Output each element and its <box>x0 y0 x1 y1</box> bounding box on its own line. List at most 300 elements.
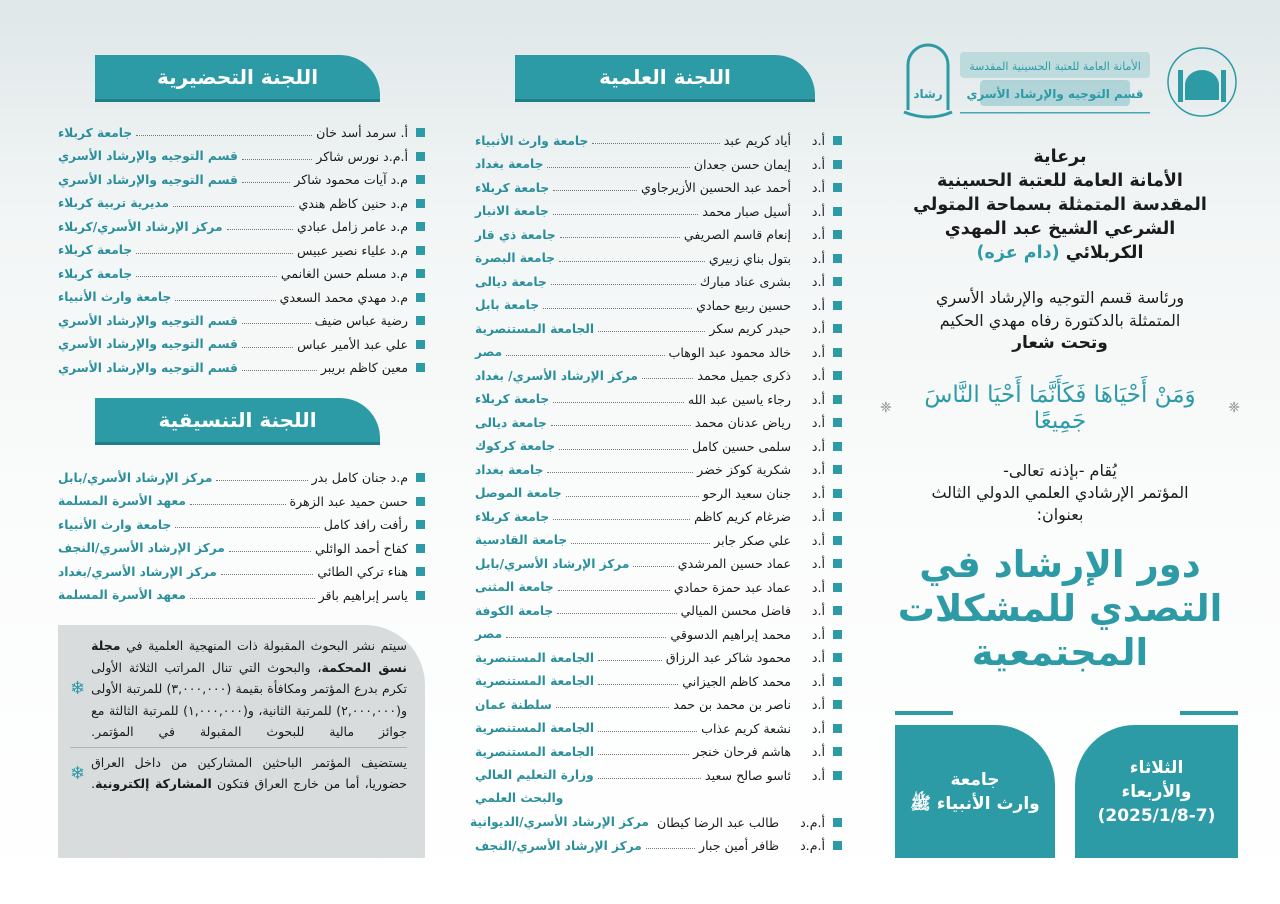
bullet-icon <box>833 442 842 451</box>
member-name: سلمى حسين كامل <box>691 438 791 454</box>
note-text: ، والبحوث التي تنال المراتب الثلاثة الأولى تكرم بدرع المؤتمر ومكافأة بقيمة (٣,٠٠٠,٠٠٠) للمرتبة الأولى و(٢,٠٠٠,٠٠٠) للمرتبة الثانية، و(١,٠٠٠,٠٠٠) للمرتبة الثالثة مع جوائز مالية للبحوث المقبولة في المؤتمر. <box>91 659 407 739</box>
member-name: أ. سرمد أسد خان <box>316 125 408 141</box>
dotted-leader <box>553 519 690 520</box>
dotted-leader <box>598 660 662 661</box>
bullet-icon <box>833 183 842 192</box>
list-item <box>475 317 842 341</box>
ornament-icon: ❈ <box>880 400 892 416</box>
member-affiliation-continued: والبحث العلمي <box>475 791 564 805</box>
member-name: علي عبد الأمير عباس <box>297 336 408 352</box>
title-line: المجتمعية <box>971 631 1149 674</box>
dotted-leader <box>242 347 293 348</box>
member-affiliation: جامعة وارث الأنبياء <box>475 133 589 148</box>
date-value: (2025/1/8-7) <box>1097 805 1216 826</box>
note-participation <box>70 752 407 795</box>
list-item <box>58 215 425 239</box>
dotted-leader <box>559 449 688 450</box>
announce-line: يُقام -بإذنه تعالى- <box>1003 461 1117 480</box>
member-name: محمد كاظم الجيزاني <box>682 673 791 689</box>
member-name: م.د حنين كاظم هندي <box>298 195 408 211</box>
member-affiliation: الجامعة المستنصرية <box>475 744 595 759</box>
member-title: أ.د <box>811 626 825 642</box>
dotted-leader <box>547 472 693 473</box>
note-text: . <box>91 776 96 791</box>
member-affiliation: الجامعة المستنصرية <box>475 650 595 665</box>
list-item <box>475 670 842 694</box>
dotted-leader <box>556 707 669 708</box>
member-name: طالب عبد الرضا كيطان <box>656 814 779 830</box>
ornament-icon: ❈ <box>1228 400 1240 416</box>
list-item <box>58 168 425 192</box>
announcement <box>880 460 1240 526</box>
list-item <box>475 294 842 318</box>
member-name: ضرغام كريم كاظم <box>694 509 791 525</box>
member-name: حسن حميد عبد الزهرة <box>289 493 408 509</box>
list-item <box>475 341 842 365</box>
member-name: ياسر إبراهيم باقر <box>318 587 408 603</box>
member-name: م.د عامر زامل عبادي <box>297 219 408 235</box>
member-name: رياض عدنان محمد <box>694 415 791 431</box>
day-label: الثلاثاء <box>1129 757 1184 778</box>
member-title: أ.د <box>811 368 825 384</box>
slogan-label: وتحت شعار <box>1012 333 1108 353</box>
bullet-icon <box>833 418 842 427</box>
member-title: أ.د <box>811 556 825 572</box>
member-name: رضية عباس ضيف <box>314 313 408 329</box>
dotted-leader <box>551 425 691 426</box>
dotted-leader <box>558 590 670 591</box>
member-name: م.د جنان كامل بدر <box>311 470 408 486</box>
dotted-leader <box>598 731 697 732</box>
bullet-icon <box>416 293 425 302</box>
presidency-line: المتمثلة بالدكتورة رفاه مهدي الحكيم <box>939 311 1181 330</box>
logos <box>900 40 1240 120</box>
dotted-leader <box>553 190 637 191</box>
bullet-icon <box>416 497 425 506</box>
snowflake-icon: ❄ <box>70 762 86 784</box>
decor-bar <box>1180 711 1238 715</box>
dotted-leader <box>506 637 666 638</box>
member-title: أ.د <box>811 415 825 431</box>
bullet-icon <box>416 567 425 576</box>
member-name: جنان سعيد الرحو <box>702 485 791 501</box>
member-name: رأفت رافد كامل <box>323 517 408 533</box>
dotted-leader <box>592 143 720 144</box>
dotted-leader <box>551 284 696 285</box>
member-affiliation: جامعة بغداد <box>475 157 544 172</box>
dotted-leader <box>175 527 319 528</box>
header-text: اللجنة التحضيرية <box>156 65 319 89</box>
bullet-icon <box>833 277 842 286</box>
member-affiliation: جامعة المثنى <box>475 580 554 595</box>
member-affiliation: معهد الأسرة المسلمة <box>58 588 186 603</box>
member-title: أ.د <box>811 438 825 454</box>
dotted-leader <box>506 355 664 356</box>
dotted-leader <box>227 229 294 230</box>
bullet-icon <box>833 465 842 474</box>
member-title: أ.د <box>811 720 825 736</box>
member-affiliation: جامعة كربلاء <box>475 180 550 195</box>
dotted-leader <box>553 214 699 215</box>
header-text: اللجنة العلمية <box>599 65 731 89</box>
decor-bar <box>895 711 953 715</box>
member-affiliation: جامعة كربلاء <box>58 125 133 140</box>
member-title: أ.د <box>811 462 825 478</box>
bullet-icon <box>416 473 425 482</box>
member-name: م.د مسلم حسن الغانمي <box>280 266 408 282</box>
member-title: أ.د <box>811 297 825 313</box>
member-title: أ.د <box>811 485 825 501</box>
member-name: أسيل صبار محمد <box>702 203 791 219</box>
list-item <box>475 176 842 200</box>
dotted-leader <box>547 167 689 168</box>
list-item <box>475 740 842 764</box>
dotted-leader <box>229 551 311 552</box>
bullet-icon <box>833 395 842 404</box>
member-affiliation: مركز الإرشاد الأسري/النجف <box>475 838 642 853</box>
bullet-icon <box>416 544 425 553</box>
notes-box <box>58 625 425 858</box>
patronage-line: المقدسة المتمثلة بسماحة المتولي <box>913 195 1207 215</box>
coordinating-committee-header <box>95 398 380 442</box>
member-affiliation: جامعة ذي قار <box>475 227 556 242</box>
member-title: أ.د <box>811 156 825 172</box>
patronage-label: برعاية <box>1033 147 1087 167</box>
member-affiliation: الجامعة المستنصرية <box>475 674 595 689</box>
slogan <box>880 382 1240 434</box>
bullet-icon <box>833 254 842 263</box>
member-affiliation: مركز الإرشاد الأسري/كربلاء <box>58 219 223 234</box>
list-item <box>475 153 842 177</box>
list-item <box>58 286 425 310</box>
member-affiliation: قسم التوجيه والإرشاد الأسري <box>58 149 238 164</box>
member-name: عماد عبد حمزة حمادي <box>673 579 791 595</box>
list-item <box>475 764 842 788</box>
bullet-icon <box>833 606 842 615</box>
venue-name: وارث الأنبياء ﷺ <box>910 793 1040 814</box>
member-name: رجاء ياسين عبد الله <box>687 391 791 407</box>
member-affiliation: مركز الإرشاد الأسري/الديوانية <box>470 815 649 830</box>
dotted-leader <box>598 754 689 755</box>
member-title: أ.د <box>811 767 825 783</box>
bullet-icon <box>833 841 842 850</box>
bullet-icon <box>833 136 842 145</box>
member-affiliation: جامعة البصرة <box>475 251 555 266</box>
member-affiliation: مصر <box>475 345 503 360</box>
honorific: (دام عزه) <box>976 243 1060 263</box>
dotted-leader <box>136 276 277 277</box>
list-item <box>475 364 842 388</box>
rashad-logo-text: رشاد <box>913 87 943 101</box>
member-title: أ.د <box>811 579 825 595</box>
member-affiliation: جامعة بغداد <box>475 462 544 477</box>
member-title: أ.د <box>811 133 825 149</box>
list-item <box>58 560 425 584</box>
dotted-leader <box>598 778 701 779</box>
member-name: م.د آيات محمود شاكر <box>294 172 408 188</box>
member-name: إيمان حسن جعدان <box>693 156 791 172</box>
member-title: أ.د <box>811 227 825 243</box>
bullet-icon <box>416 246 425 255</box>
member-name: ئاسو صالح سعيد <box>705 767 791 783</box>
bullet-icon <box>833 653 842 662</box>
dotted-leader <box>559 261 705 262</box>
dotted-leader <box>598 331 705 332</box>
member-affiliation: جامعة ديالى <box>475 415 547 430</box>
note-text: يستضيف المؤتمر الباحثين المشاركين من داخل العراق حضوريا، أما من خارج العراق فتكون <box>91 754 407 791</box>
list-item <box>58 584 425 608</box>
member-title: أ.د <box>811 250 825 266</box>
member-affiliation: جامعة وارث الأنبياء <box>58 517 172 532</box>
list-item <box>58 192 425 216</box>
member-affiliation: قسم التوجيه والإرشاد الأسري <box>58 337 238 352</box>
list-item <box>475 717 842 741</box>
date-box <box>1075 725 1238 858</box>
member-name: بتول بناي زبيري <box>708 250 791 266</box>
journal-name: مجلة نسق المحكمة <box>91 638 407 675</box>
header-text: اللجنة التنسيقية <box>158 408 317 432</box>
bullet-icon <box>833 677 842 686</box>
member-affiliation: مركز الإرشاد الأسري/النجف <box>58 541 225 556</box>
member-title: أ.م.د <box>800 838 825 854</box>
member-affiliation: مركز الإرشاد الأسري/بابل <box>58 470 213 485</box>
dotted-leader <box>242 323 311 324</box>
announce-line: بعنوان: <box>1036 505 1084 524</box>
member-name: ظافر أمين جبار <box>699 838 779 854</box>
dotted-leader <box>136 135 312 136</box>
dotted-leader <box>566 496 699 497</box>
presidency-line: ورئاسة قسم التوجيه والإرشاد الأسري <box>935 288 1185 307</box>
list-item <box>475 552 842 576</box>
bullet-icon <box>833 348 842 357</box>
title-line: التصدي للمشكلات <box>897 587 1223 630</box>
note-text: سيتم نشر البحوث المقبولة ذات المنهجية العلمية في <box>120 638 407 653</box>
member-affiliation: معهد الأسرة المسلمة <box>58 494 186 509</box>
venue-box <box>895 725 1055 858</box>
list-item <box>58 466 425 490</box>
note-publication <box>70 635 407 743</box>
bullet-icon <box>833 771 842 780</box>
member-affiliation: جامعة كركوك <box>475 439 555 454</box>
dotted-leader <box>242 182 290 183</box>
dotted-leader <box>646 848 695 849</box>
title-line: دور الإرشاد في <box>919 543 1201 586</box>
list-item <box>475 223 842 247</box>
scientific-committee-header <box>515 55 815 99</box>
dotted-leader <box>242 159 312 160</box>
member-affiliation: قسم التوجيه والإرشاد الأسري <box>58 360 238 375</box>
member-name: محمد إبراهيم الدسوقي <box>670 626 791 642</box>
member-name: حسين ربيع حمادي <box>696 297 791 313</box>
member-name: أياد كريم عبد <box>723 133 791 149</box>
dotted-leader <box>190 504 286 505</box>
bullet-icon <box>416 316 425 325</box>
member-name: م.د مهدي محمد السعدي <box>279 289 408 305</box>
bullet-icon <box>416 222 425 231</box>
dotted-leader <box>598 684 678 685</box>
member-affiliation: جامعة كربلاء <box>475 392 550 407</box>
member-name: فاضل محسن الميالي <box>680 603 791 619</box>
member-name: كفاح أحمد الوائلي <box>314 540 408 556</box>
bullet-icon <box>833 301 842 310</box>
member-affiliation: سلطنة عمان <box>475 697 552 712</box>
list-item <box>475 270 842 294</box>
svg-text:قسم التوجيه والإرشاد الأسري: قسم التوجيه والإرشاد الأسري <box>966 87 1144 101</box>
announce-line: المؤتمر الإرشادي العلمي الدولي الثالث <box>931 483 1189 502</box>
member-name: خالد محمود عبد الوهاب <box>668 344 791 360</box>
member-affiliation: جامعة الموصل <box>475 486 562 501</box>
venue-label: جامعة <box>950 769 1000 790</box>
list-item <box>58 121 425 145</box>
list-item <box>475 576 842 600</box>
bullet-icon <box>416 175 425 184</box>
coordinating-committee-list <box>58 466 425 607</box>
member-affiliation: جامعة كربلاء <box>58 266 133 281</box>
member-name: هناء تركي الطائي <box>317 564 408 580</box>
list-item <box>475 435 842 459</box>
bullet-icon <box>833 230 842 239</box>
dotted-leader <box>571 543 710 544</box>
dotted-leader <box>553 402 684 403</box>
bullet-icon <box>833 630 842 639</box>
member-name: بشرى عناد مبارك <box>699 274 791 290</box>
member-affiliation: جامعة الانبار <box>475 204 549 219</box>
list-item <box>475 247 842 271</box>
dotted-leader <box>175 300 275 301</box>
list-item <box>58 145 425 169</box>
dotted-leader <box>633 566 673 567</box>
member-affiliation: مركز الإرشاد الأسري/ بغداد <box>475 368 638 383</box>
member-title: أ.م.د <box>800 814 825 830</box>
list-item <box>475 411 842 435</box>
list-item <box>470 811 842 835</box>
bullet-icon <box>833 324 842 333</box>
logo-emblems <box>900 40 1240 120</box>
list-item <box>475 599 842 623</box>
member-name: هاشم فرحان خنجر <box>693 744 791 760</box>
list-item <box>475 200 842 224</box>
dotted-leader <box>560 237 680 238</box>
bullet-icon <box>833 489 842 498</box>
dotted-leader <box>242 370 317 371</box>
logo-calligraphy: الأمانة العامة للعتبة الحسينية المقدسة <box>969 60 1141 73</box>
online-participation: المشاركة إلكترونية <box>95 776 212 791</box>
member-name: معين كاظم بريبر <box>320 360 408 376</box>
member-affiliation: مصر <box>475 627 503 642</box>
member-name: شكرية كوكز خضر <box>697 462 791 478</box>
member-affiliation: مركز الإرشاد الأسري/بابل <box>475 556 630 571</box>
patronage-line: الشرعي الشيخ عبد المهدي <box>944 219 1176 239</box>
list-item <box>58 356 425 380</box>
bullet-icon <box>833 724 842 733</box>
bullet-icon <box>833 512 842 521</box>
member-affiliation: جامعة كربلاء <box>475 509 550 524</box>
member-affiliation: الجامعة المستنصرية <box>475 321 595 336</box>
list-item <box>58 333 425 357</box>
member-affiliation: جامعة بابل <box>475 298 540 313</box>
member-affiliation: جامعة وارث الأنبياء <box>58 290 172 305</box>
list-item <box>58 239 425 263</box>
dotted-leader <box>190 598 315 599</box>
list-item <box>475 646 842 670</box>
member-title: أ.د <box>811 391 825 407</box>
member-name: حيدر كريم سكر <box>709 321 791 337</box>
list-item <box>58 513 425 537</box>
bullet-icon <box>416 520 425 529</box>
list-item <box>58 262 425 286</box>
member-affiliation: مركز الإرشاد الأسري/بغداد <box>58 564 217 579</box>
member-title: أ.د <box>811 321 825 337</box>
presidency <box>880 286 1240 355</box>
member-affiliation: الجامعة المستنصرية <box>475 721 595 736</box>
dotted-leader <box>173 206 294 207</box>
list-item <box>475 529 842 553</box>
dotted-leader <box>216 480 307 481</box>
list-item <box>475 693 842 717</box>
member-name: أ.م.د نورس شاكر <box>316 148 408 164</box>
member-affiliation: وزارة التعليم العالي <box>475 768 594 783</box>
snowflake-icon: ❄ <box>70 678 86 700</box>
member-name: ناصر بن محمد بن حمد <box>673 697 791 713</box>
patronage <box>880 145 1240 265</box>
list-item <box>475 623 842 647</box>
member-affiliation: قسم التوجيه والإرشاد الأسري <box>58 172 238 187</box>
list-item <box>475 458 842 482</box>
bullet-icon <box>833 536 842 545</box>
preparatory-committee-header <box>95 55 380 99</box>
member-affiliation: جامعة ديالى <box>475 274 547 289</box>
member-name: أحمد عبد الحسين الأزيرجاوي <box>641 180 791 196</box>
member-title: أ.د <box>811 744 825 760</box>
list-item <box>58 490 425 514</box>
bullet-icon <box>833 371 842 380</box>
dotted-leader <box>543 308 692 309</box>
dotted-leader <box>557 613 676 614</box>
member-name: إنعام قاسم الصريفي <box>683 227 791 243</box>
bullet-icon <box>833 700 842 709</box>
member-name: ذكرى جميل محمد <box>697 368 791 384</box>
member-affiliation: مديرية تربية كربلاء <box>58 196 170 211</box>
preparatory-committee-list <box>58 121 425 380</box>
member-title: أ.د <box>811 203 825 219</box>
member-title: أ.د <box>811 274 825 290</box>
member-name: محمود شاكر عبد الرزاق <box>665 650 791 666</box>
list-item <box>58 537 425 561</box>
list-item <box>58 309 425 333</box>
conference-title <box>880 543 1240 675</box>
member-title: أ.د <box>811 673 825 689</box>
member-title: أ.د <box>811 180 825 196</box>
bullet-icon <box>416 363 425 372</box>
bullet-icon <box>833 747 842 756</box>
bullet-icon <box>416 199 425 208</box>
member-name: م.د علياء نصير عبيس <box>296 242 408 258</box>
divider <box>70 747 407 748</box>
dotted-leader <box>221 574 314 575</box>
member-title: أ.د <box>811 344 825 360</box>
slogan-text: وَمَنْ أَحْيَاهَا فَكَأَنَّمَا أَحْيَا النَّاسَ جَمِيعًا <box>924 382 1196 434</box>
dotted-leader <box>136 253 293 254</box>
member-affiliation: جامعة كربلاء <box>58 243 133 258</box>
patronage-line: الأمانة العامة للعتبة الحسينية <box>937 171 1183 191</box>
scientific-committee-list <box>470 129 842 858</box>
member-name: علي صكر جابر <box>714 532 791 548</box>
member-title: أ.د <box>811 697 825 713</box>
list-item <box>475 834 842 858</box>
list-item <box>475 129 842 153</box>
day-label: والأربعاء <box>1121 781 1192 802</box>
list-item <box>475 388 842 412</box>
